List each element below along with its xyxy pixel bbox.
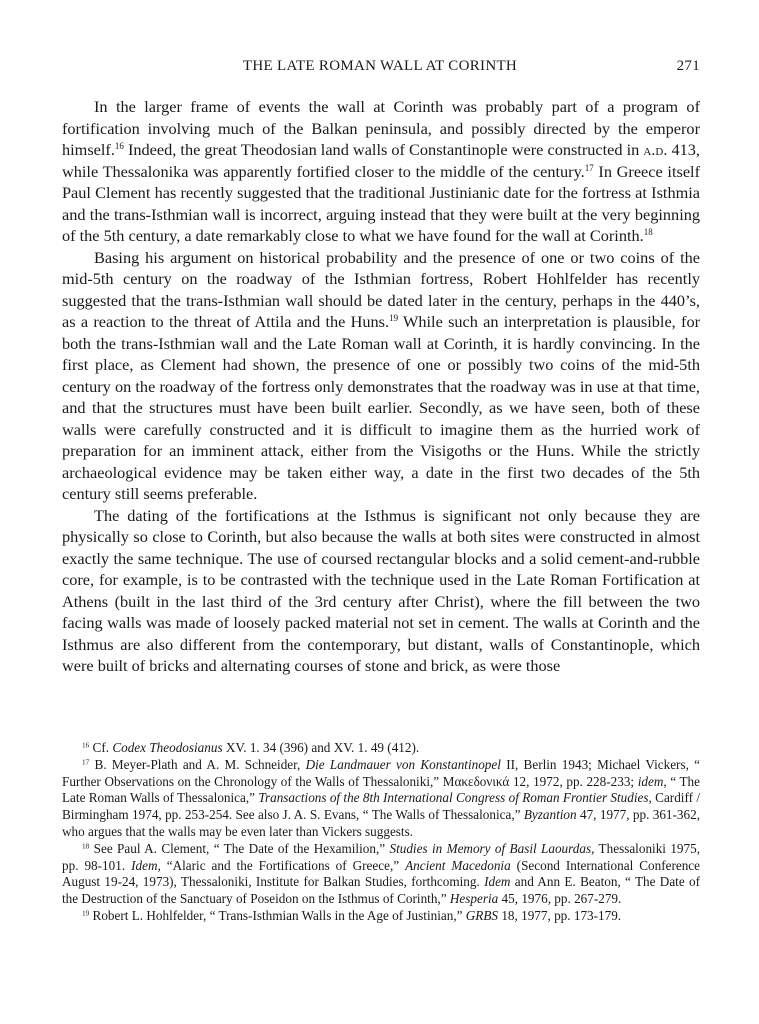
italic-title: Hesperia bbox=[449, 891, 499, 907]
text-run: Thessaloniki 1975, pp. 98-101. bbox=[62, 840, 701, 873]
footnote-16 bbox=[62, 740, 700, 757]
text-run: XV. 1. 34 (396) and XV. 1. 49 (412). bbox=[222, 740, 420, 755]
italic-title: Die Landmauer von Konstantinopel bbox=[305, 756, 501, 772]
footnote-17 bbox=[62, 757, 700, 841]
italic-title: Transactions of the 8th International Congress of Roman Frontier Studies, bbox=[258, 790, 652, 806]
italic-title: Ancient Macedonia bbox=[405, 857, 511, 873]
italic-title: Byzantion bbox=[523, 807, 577, 823]
text-run: II, Berlin 1943; Michael Vickers, “ Further Observations on the Chronology of the Walls of Thessaloniki,” bbox=[62, 756, 700, 789]
paragraph-2 bbox=[62, 247, 700, 505]
text-run: 18, 1977, pp. 173-179. bbox=[498, 907, 622, 923]
text-run: In Greece itself Paul Clement has recently suggested that the traditional Justinianic date for the fortress at Isthmia and the trans-Isthmian wall is incorrect, arguing instead that they were built at the very beginning of the 5th century, a date remarkably close to what we have found for the wall at Corinth. bbox=[62, 161, 700, 245]
text-run: Robert L. Hohlfelder, “ Trans-Isthmian Walls in the Age of Justinian,” bbox=[89, 907, 466, 923]
italic-title: Studies in Memory of Basil Laourdas, bbox=[389, 840, 595, 856]
italic-title: idem, bbox=[637, 773, 667, 789]
italic-title: GRBS bbox=[465, 907, 499, 923]
text-run: and Ann E. Beaton, “ The Date of the Destruction of the Sanctuary of Poseidon on the Isthmus of Corinth,” bbox=[62, 874, 700, 907]
text-run: See Paul A. Clement, “ The Date of the Hexamilion,” bbox=[89, 840, 390, 856]
text-run: Indeed, the great Theodosian land walls of Constantinople were constructed in bbox=[123, 140, 644, 159]
footnote-ref-17: 17 bbox=[584, 162, 594, 173]
running-header bbox=[60, 58, 700, 80]
paragraph-3: The dating of the fortifications at the Isthmus is significant not only because they are physically so close to Corinth, but also because the walls at both sites were constructed in almost exactly the same technique. The use of coursed rectangular blocks and a solid cement-and-rubble core, for example, is to be contrasted with the technique used in the Late Roman Fortification at Athens (built in the last third of the 3rd century after Christ), where the fill between the two facing walls was made of loosely packed material not set in cement. The walls at Corinth and the Isthmus are also different from the contemporary, but distant, walls of Constantinople, which were built of bricks and alternating courses of stone and brick, as were those bbox=[62, 505, 700, 675]
text-run: Cardiff / Birmingham 1974, pp. 253-254. See also J. A. S. Evans, “ The Walls of Thessalonica,” bbox=[62, 790, 700, 823]
text-run: 413, while Thessalonika was apparently fortified closer to the middle of the century. bbox=[62, 140, 700, 181]
footnotes bbox=[62, 740, 700, 925]
footnote-number: 19 bbox=[82, 909, 90, 918]
running-title: THE LATE ROMAN WALL AT CORINTH bbox=[242, 58, 518, 74]
text-run: While such an interpretation is plausible, for both the trans-Isthmian wall and the Late Roman wall at Corinth, it is hardly convincing. In the first place, as Clement had shown, the presence of one or possibly two coins of the mid-5th century on the roadway of the fortress only demonstrates that the roadway was in use at that time, and that the structures must have been built earlier. Secondly, as we have seen, both of these walls were carefully constructed and it is difficult to imagine them as the hurried work of preparation for an imminent attack, either from the Visigoths or the Huns. While the strictly archaeological evidence may be taken either way, a date in the first two decades of the 5th century still seems preferable. bbox=[62, 312, 701, 503]
footnote-ref-16: 16 bbox=[114, 141, 124, 152]
text-run: B. Meyer-Plath and A. M. Schneider, bbox=[89, 756, 306, 772]
text-run: Basing his argument on historical probability and the presence of one or two coins of the mid-5th century on the roadway of the Isthmian fortress, Robert Hohlfelder has recently suggested that the trans-Isthmian wall should be dated later in the century, perhaps in the 440’s, as a reaction to the threat of Attila and the Huns. bbox=[62, 247, 700, 331]
footnote-number: 17 bbox=[82, 758, 90, 767]
text-run: “Alaric and the Fortifications of Greece,” bbox=[160, 857, 406, 873]
text-run: (Second International Conference August 19-24, 1973), Thessaloniki, Institute for Balkan Studies, forthcoming. bbox=[62, 857, 700, 890]
footnote-19 bbox=[62, 908, 700, 925]
footnote-number: 16 bbox=[82, 741, 90, 750]
text-run: In the larger frame of events the wall at Corinth was probably part of a program of fortification involving much of the Balkan peninsula, and possibly directed by the emperor himself. bbox=[62, 97, 700, 159]
footnote-number: 18 bbox=[82, 842, 90, 851]
text-run: 45, 1976, pp. 267-279. bbox=[498, 891, 622, 907]
text-run: 47, 1977, pp. 361-362, who argues that the walls may be even later than Vickers suggests. bbox=[62, 807, 700, 839]
italic-title: Idem, bbox=[131, 857, 161, 873]
paragraph-1 bbox=[62, 96, 700, 247]
page-number: 271 bbox=[676, 58, 700, 74]
italic-title: Idem bbox=[484, 874, 511, 890]
italic-title: Codex Theodosianus bbox=[112, 740, 223, 755]
text-run: Cf. bbox=[89, 740, 113, 755]
footnote-ref-18: 18 bbox=[643, 227, 653, 238]
footnote-ref-19: 19 bbox=[389, 313, 399, 324]
greek-title: Μακεδονικά bbox=[442, 773, 510, 789]
footnote-18 bbox=[62, 841, 700, 908]
body-text bbox=[62, 96, 700, 677]
era-abbreviation: a.d. bbox=[643, 140, 668, 159]
text-run: “ The Late Roman Walls of Thessalonica,” bbox=[62, 773, 700, 806]
text-run: 12, 1972, pp. 228-233; bbox=[509, 773, 638, 789]
